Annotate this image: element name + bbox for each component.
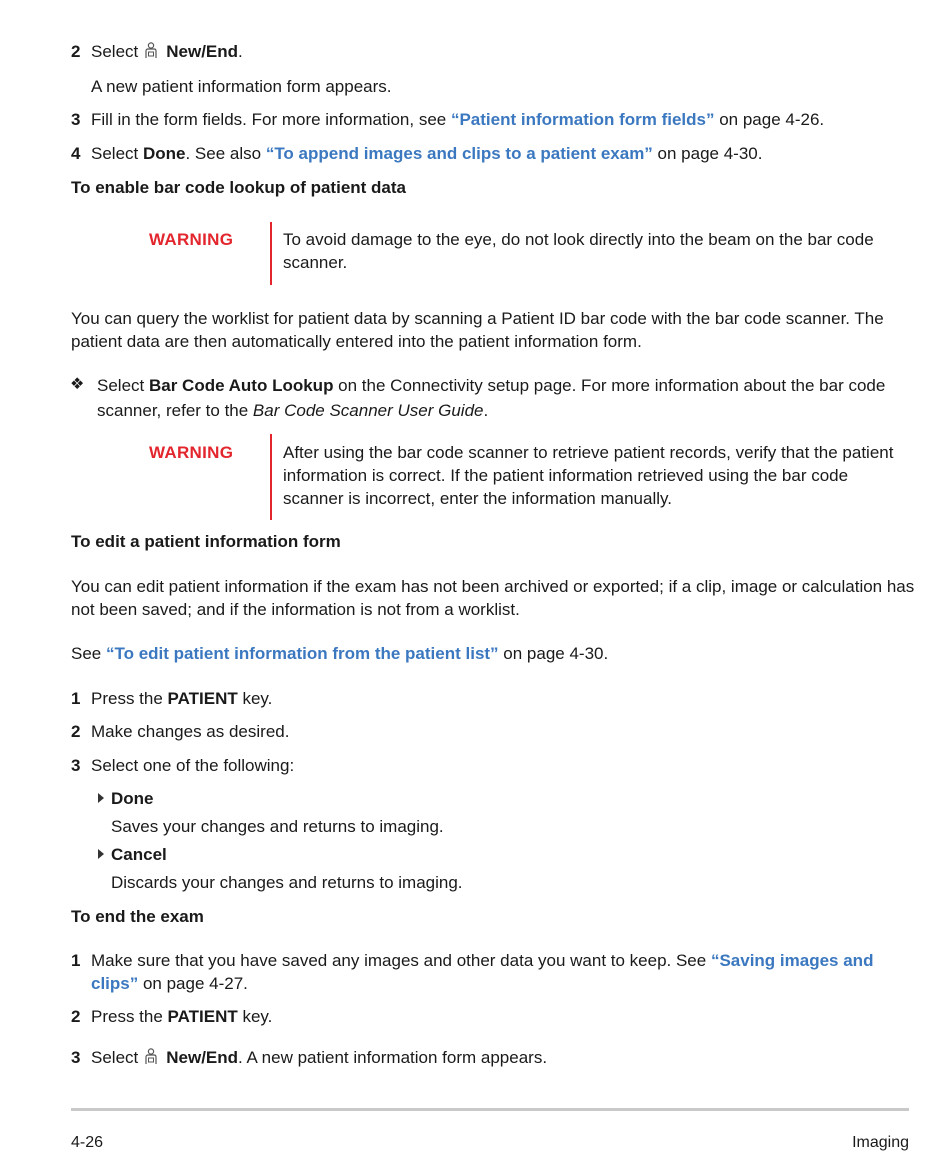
link-edit-patient-info[interactable]: “To edit patient information from the patient list” bbox=[105, 644, 499, 663]
step-number: 2 bbox=[71, 42, 81, 61]
bullet-text-part: on the Connectivity setup page. For more information about the bar code scanner, refer to the bbox=[97, 376, 886, 420]
edit-step-3: Select one of the following: bbox=[91, 756, 295, 775]
step-number: 3 bbox=[71, 110, 81, 129]
step-number: 3 bbox=[71, 1048, 81, 1067]
triangle-right-icon bbox=[98, 793, 104, 803]
paragraph-query: You can query the worklist for patient data by scanning a Patient ID bar code with the bar code scanner. The patient data are then automatically entered into the patient information form. bbox=[71, 309, 884, 351]
section-heading-end: To end the exam bbox=[71, 907, 204, 926]
bar-code-auto-lookup-label: Bar Code Auto Lookup bbox=[148, 376, 334, 395]
step-text: Press the bbox=[91, 1007, 168, 1026]
triangle-right-icon bbox=[98, 849, 104, 859]
step-2-text bbox=[91, 40, 243, 63]
link-patient-info-form-fields[interactable]: “Patient information form fields” bbox=[450, 110, 715, 129]
bullet-text bbox=[97, 373, 912, 423]
patient-key-label: PATIENT bbox=[167, 1007, 238, 1026]
bullet-text-part: Select bbox=[97, 376, 149, 395]
step-text: Fill in the form fields. For more information, see bbox=[91, 110, 451, 129]
patient-icon bbox=[144, 42, 158, 59]
footer-rule bbox=[71, 1108, 909, 1111]
step-text: key. bbox=[237, 689, 273, 708]
step-text: . See also bbox=[185, 144, 266, 163]
step-number: 1 bbox=[71, 951, 81, 970]
patient-key-label: PATIENT bbox=[167, 689, 238, 708]
end-step-3 bbox=[91, 1046, 547, 1069]
step-number: 2 bbox=[71, 1007, 81, 1026]
end-step-2 bbox=[91, 1005, 272, 1028]
section-heading-barcode: To enable bar code lookup of patient data bbox=[71, 178, 406, 197]
step-number: 4 bbox=[71, 144, 81, 163]
warning-text-eye: To avoid damage to the eye, do not look directly into the beam on the bar code scanner. bbox=[283, 230, 874, 272]
footer-section: Imaging bbox=[852, 1134, 909, 1151]
warning-label: WARNING bbox=[149, 230, 234, 249]
warning-divider bbox=[270, 434, 272, 520]
step-number: 3 bbox=[71, 756, 81, 775]
edit-step-1 bbox=[91, 687, 272, 710]
step-4-text bbox=[91, 142, 762, 165]
option-done-label: Done bbox=[111, 789, 154, 808]
footer-page-number: 4-26 bbox=[71, 1134, 104, 1151]
bar-code-guide-title: Bar Code Scanner User Guide bbox=[252, 401, 484, 420]
link-append-images[interactable]: “To append images and clips to a patient exam” bbox=[265, 144, 653, 163]
option-cancel-desc: Discards your changes and returns to imaging. bbox=[111, 873, 463, 892]
section-heading-edit: To edit a patient information form bbox=[71, 532, 341, 551]
step-text: Select bbox=[91, 42, 139, 61]
new-end-label: New/End bbox=[166, 42, 239, 61]
done-label: Done bbox=[142, 144, 186, 163]
see-edit bbox=[71, 642, 608, 665]
option-done-desc: Saves your changes and returns to imaging. bbox=[111, 817, 444, 836]
see-text: on page 4-30. bbox=[498, 644, 609, 663]
step-text: on page 4-30. bbox=[652, 144, 763, 163]
step-2-result: A new patient information form appears. bbox=[91, 77, 392, 96]
step-3-text bbox=[91, 108, 824, 131]
step-text: . bbox=[238, 42, 243, 61]
see-text: See bbox=[71, 644, 106, 663]
new-end-label: New/End bbox=[166, 1048, 239, 1067]
bullet-text-part: . bbox=[483, 401, 489, 420]
step-text: on page 4-27. bbox=[138, 974, 248, 993]
patient-icon bbox=[144, 1048, 158, 1065]
step-text: Select bbox=[91, 144, 143, 163]
warning-label: WARNING bbox=[149, 443, 234, 462]
step-number: 2 bbox=[71, 722, 81, 741]
edit-step-2: Make changes as desired. bbox=[91, 722, 290, 741]
warning-text-verify: After using the bar code scanner to retrieve patient records, verify that the patient information is correct. If the patient information retrieved using the bar code scanner is incorrect, enter the information manually. bbox=[283, 443, 894, 508]
step-text: Make sure that you have saved any images and other data you want to keep. See bbox=[91, 951, 711, 970]
step-number: 1 bbox=[71, 689, 81, 708]
step-text: . A new patient information form appears. bbox=[238, 1048, 548, 1067]
paragraph-edit: You can edit patient information if the exam has not been archived or exported; if a clip, image or calculation has not been saved; and if the information is not from a worklist. bbox=[71, 577, 915, 619]
end-step-1 bbox=[91, 949, 911, 995]
option-cancel-label: Cancel bbox=[111, 845, 167, 864]
step-text: key. bbox=[237, 1007, 273, 1026]
diamond-bullet-icon: ❖ bbox=[70, 376, 85, 393]
warning-divider bbox=[270, 222, 272, 285]
step-text: on page 4-26. bbox=[714, 110, 825, 129]
link-saving-images[interactable]: “Saving images and clips” bbox=[91, 951, 874, 993]
step-text: Press the bbox=[91, 689, 168, 708]
step-text: Select bbox=[91, 1048, 139, 1067]
